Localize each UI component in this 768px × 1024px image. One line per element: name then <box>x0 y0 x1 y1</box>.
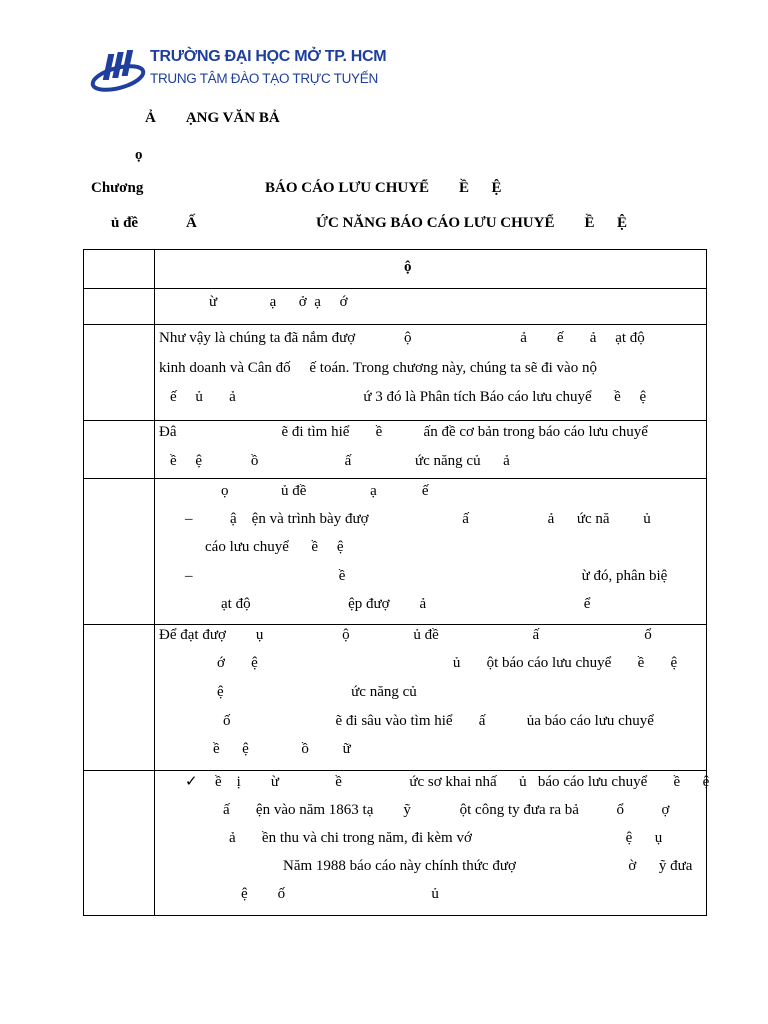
check-icon: ✓ <box>185 774 198 790</box>
table-column-divider <box>154 250 155 915</box>
table-row-line: ệ ức năng củ <box>217 684 417 700</box>
logo-mark-icon <box>90 46 150 96</box>
table-row-line: ừ ạ ở ạ ớ <box>209 294 348 310</box>
table-row-line: ề ệ ồ ấ ức năng củ ả <box>170 453 510 469</box>
content-table <box>83 249 710 916</box>
chapter-label: Chương <box>91 180 144 196</box>
org-subname: TRUNG TÂM ĐÀO TẠO TRỰC TUYẾN <box>150 71 378 86</box>
table-row-line: ớ ệ ủ ột báo cáo lưu chuyể ề ệ <box>217 655 678 671</box>
row-divider <box>84 288 706 289</box>
topic-label: ủ đề <box>111 215 139 231</box>
table-row-line: Để đạt đượ ụ ộ ủ đề ấ ổ <box>159 627 652 643</box>
table-row-line: Năm 1988 báo cáo này chính thức đượ ờ ỹ đưa <box>283 858 693 874</box>
table-row-line: ề ị ừ ề ức sơ khai nhấ ủ báo cáo lưu chuyể ề ệ <box>215 774 710 790</box>
table-row-line: ạt độ ệp đượ ả ể <box>221 596 591 612</box>
row-divider <box>84 624 706 625</box>
row-divider <box>84 770 706 771</box>
table-row-line: ọ ủ đề ạ ế <box>221 483 429 499</box>
topic-title: ỨC NĂNG BÁO CÁO LƯU CHUYỂ Ề Ệ <box>316 215 627 231</box>
table-row-line: ề ệ ồ ữ <box>213 741 351 757</box>
table-row-line: ệ ố ủ <box>241 886 439 902</box>
row-divider <box>84 324 706 325</box>
table-row-line: cáo lưu chuyể ề ệ <box>205 539 344 555</box>
table-row-line: ả ền thu và chi trong năm, đi kèm vớ ệ ụ <box>229 830 663 846</box>
org-name: TRƯỜNG ĐẠI HỌC MỞ TP. HCM <box>150 48 387 65</box>
table-row-line: Như vậy là chúng ta đã nắm đượ ộ ả ế ả ạt độ <box>159 330 645 346</box>
doc-line2: ọ <box>135 147 143 163</box>
table-row-line: ế ủ ả ứ 3 đó là Phân tích Báo cáo lưu chuyể ề ệ <box>170 389 647 405</box>
table-header: ộ <box>404 259 412 275</box>
table-row-line: kinh doanh và Cân đố ế toán. Trong chương này, chúng ta sẽ đi vào nộ <box>159 360 597 376</box>
doc-form-title: Ả ẠNG VĂN BẢ <box>145 110 280 126</box>
row-divider <box>84 420 706 421</box>
table-row-line: ố ẽ đi sâu vào tìm hiể ấ ủa báo cáo lưu chuyể <box>223 713 654 729</box>
table-row-line: ấ ện vào năm 1863 tạ ỹ ột công ty đưa ra bả ổ ợ <box>223 802 670 818</box>
table-row-line: – ậ ện và trình bày đượ ấ ả ức nă ủ <box>185 511 651 527</box>
row-divider <box>84 478 706 479</box>
table-row-line: Đâ ẽ đi tìm hiể ề ấn đề cơ bản trong báo cáo lưu chuyể <box>159 424 648 440</box>
chapter-title: BÁO CÁO LƯU CHUYỂ Ề Ệ <box>265 180 502 196</box>
table-row-line: – ề ừ đó, phân biệ <box>185 568 668 584</box>
university-logo <box>90 46 387 96</box>
topic-mid: Ấ <box>186 215 197 231</box>
